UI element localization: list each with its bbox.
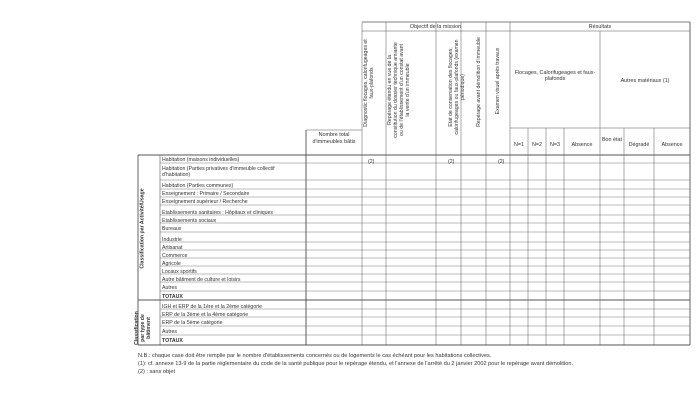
- row-label: Habitation (Parties privatives d'immeuble collectif d'habitation): [162, 166, 275, 178]
- row-label: IGH et ERP de la 1ère et la 2ème catégorie: [162, 304, 262, 310]
- section-label-activity: Classification par Activité/Usage: [139, 188, 146, 269]
- row-label: Enseignement supérieur / Recherche: [162, 199, 248, 205]
- totals-label: TOTAUX: [162, 294, 183, 300]
- row-label: Bureaux: [162, 226, 182, 232]
- row-label: Etablissements sociaux: [162, 218, 217, 224]
- note-col-1: (2): [368, 159, 375, 165]
- result-col-n3: N=3: [549, 142, 561, 148]
- results-subgroup-1: Flocages, Calorifugeages et faux-plafonds: [514, 70, 596, 82]
- row-label: ERP de la 3ème et la 4ème catégorie: [162, 312, 249, 318]
- row-label: Autre bâtiment de culture et loisirs: [162, 277, 241, 283]
- row-label: Autres: [162, 329, 177, 335]
- row-label: Artisanat: [162, 245, 183, 251]
- row-label: Habitation (maisons individuelles): [162, 157, 240, 163]
- section-label-building-type: Classification par type de bâtiment: [134, 311, 152, 345]
- note-col-3: (2): [448, 159, 455, 165]
- mission-col-3-header: Etat de conservation des flocages, calorifugeages ou faux-plafonds (examen périodique): [448, 39, 466, 135]
- footnote-2: (2) : sans objet: [138, 369, 175, 375]
- mission-col-2-header: Repérage étendu en vue de la constitution du dossier technique amiante ou de l'établissement d'un constat avant la vente d'un immeuble: [387, 42, 411, 138]
- row-label: Locaux sportifs: [162, 269, 197, 275]
- footnote-1: (1): cf. annexe 13-9 de la partie réglementaire du code de la santé publique pour le repérage étendu, et l'annexe de l'arrêté du 2 janvier 2002 pour le repérage avant démolition.: [138, 361, 574, 367]
- result-col-bon-etat: Bon état: [601, 137, 623, 143]
- row-label: Etablissements sanitaires : Hôpitaux et cliniques: [162, 210, 274, 216]
- row-label: Autres: [162, 285, 177, 291]
- row-label: Commerce: [162, 253, 188, 259]
- row-label: Industrie: [162, 237, 182, 243]
- row-label: ERP de la 5ème catégorie: [162, 320, 223, 326]
- results-subgroup-2: Autres matériaux (1): [620, 78, 670, 84]
- result-col-absence-2: Absence: [661, 142, 683, 148]
- result-col-absence-1: Absence: [571, 142, 593, 148]
- count-column-header: Nombre total d'immeubles bâtis: [312, 132, 356, 145]
- mission-col-5-header: Examen visuel après travaux: [495, 47, 501, 115]
- result-col-degrade: Dégradé: [628, 142, 650, 148]
- totals-label: TOTAUX: [162, 338, 183, 344]
- results-group-header: Résultats: [588, 24, 612, 30]
- note-col-5: (2): [498, 159, 505, 165]
- mission-group-header: Objectif de la mission: [409, 24, 462, 30]
- row-label: Habitation (Parties communes): [162, 183, 234, 189]
- footnote-nb: N.B.: chaque case doit être remplie par le nombre d'établissements concernés ou de logements le cas échéant pour les habitations collectives.: [138, 353, 492, 359]
- mission-col-4-header: Repérage avant démolition d'immeuble: [476, 37, 482, 127]
- result-col-n2: N=2: [531, 142, 543, 148]
- row-label: Agricole: [162, 261, 181, 267]
- mission-col-1-header: Diagnostic flocages, calorifugeages et faux-plafonds: [363, 39, 375, 127]
- result-col-n1: N=1: [513, 142, 525, 148]
- row-label: Enseignement : Primaire / Secondaire: [162, 191, 250, 197]
